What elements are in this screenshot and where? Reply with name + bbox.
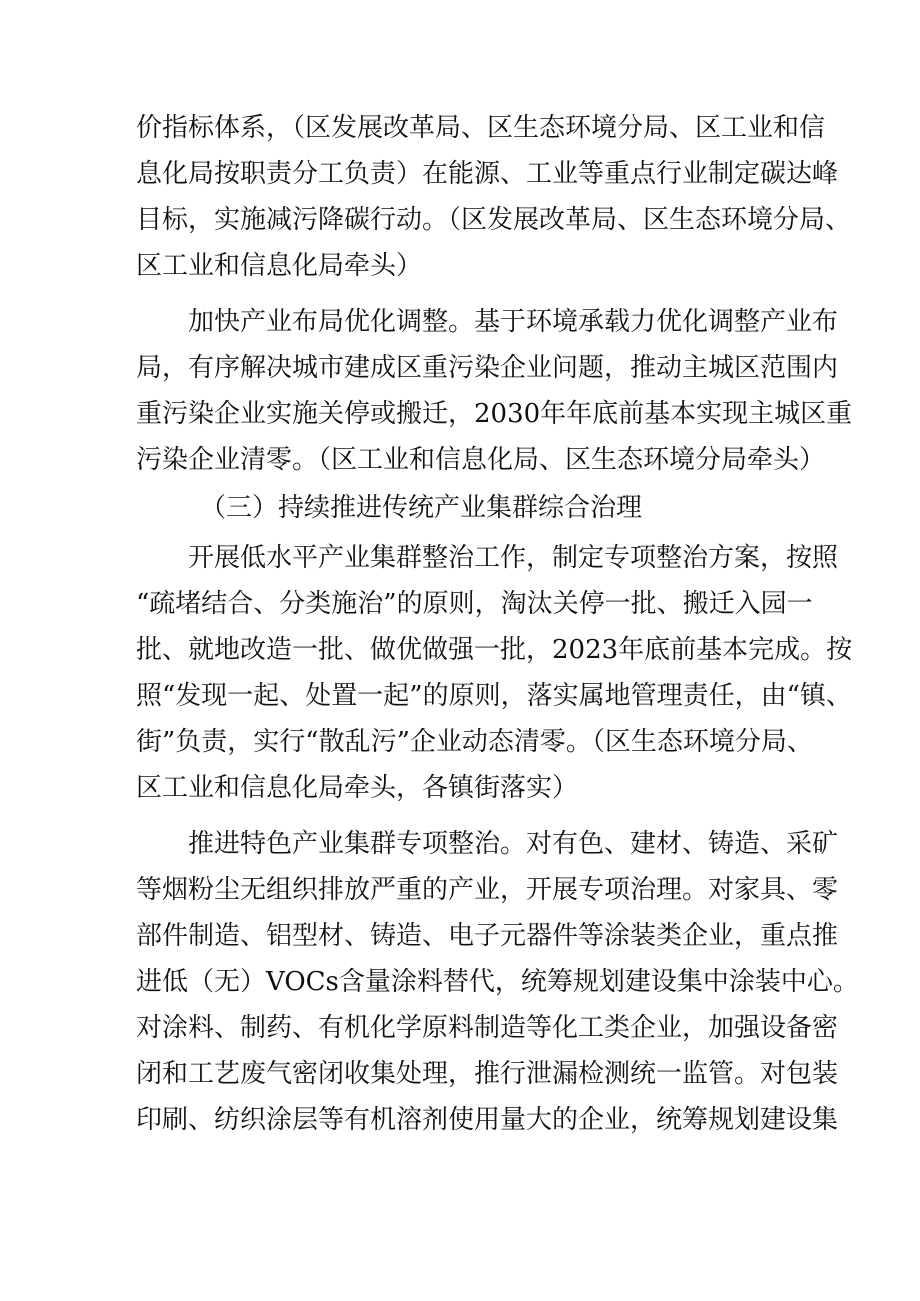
paragraph-3-line-1: 开展低水平产业集群整治工作，制定专项整治方案，按照 [188, 543, 839, 573]
paragraph-4-line-2: 等烟粉尘无组织排放严重的产业，开展专项治理。对家具、零 [136, 875, 839, 905]
section-heading: （三）持续推进传统产业集群综合治理 [200, 493, 643, 523]
paragraph-2-line-4: 污染企业清零。（区工业和信息化局、区生态环境分局牵头） [136, 445, 826, 475]
paragraph-1-line-4: 区工业和信息化局牵头） [136, 251, 423, 281]
paragraph-2-line-2: 局，有序解决城市建成区重污染企业问题，推动主城区范围内 [136, 353, 839, 383]
paragraph-3-line-2: “疏堵结合、分类施治”的原则，淘汰关停一批、搬迁入园一 [136, 589, 813, 619]
paragraph-4-line-4: 进低（无）VOCs含量涂料替代，统筹规划建设集中涂装中心。 [136, 967, 859, 997]
paragraph-4-line-5: 对涂料、制药、有机化学原料制造等化工类企业，加强设备密 [136, 1013, 839, 1043]
paragraph-3-line-5: 街”负责，实行“散乱污”企业动态清零。（区生态环境分局、 [136, 727, 813, 757]
paragraph-4-line-1: 推进特色产业集群专项整治。对有色、建材、铸造、采矿 [188, 829, 839, 859]
paragraph-4-line-7: 印刷、纺织涂层等有机溶剂使用量大的企业，统筹规划建设集 [136, 1105, 839, 1135]
paragraph-3-line-3: 批、就地改造一批、做优做强一批，2023年底前基本完成。按 [136, 635, 853, 665]
paragraph-2-line-1: 加快产业布局优化调整。基于环境承载力优化调整产业布 [188, 307, 839, 337]
paragraph-4-line-6: 闭和工艺废气密闭收集处理，推行泄漏检测统一监管。对包装 [136, 1059, 839, 1089]
paragraph-1-line-3: 目标，实施减污降碳行动。（区发展改革局、区生态环境分局、 [136, 205, 852, 235]
paragraph-2-line-3: 重污染企业实施关停或搬迁，2030年年底前基本实现主城区重 [136, 399, 853, 429]
paragraph-1-line-2: 息化局按职责分工负责）在能源、工业等重点行业制定碳达峰 [136, 159, 839, 189]
paragraph-4-line-3: 部件制造、铝型材、铸造、电子元器件等涂装类企业，重点推 [136, 921, 839, 951]
paragraph-3-line-6: 区工业和信息化局牵头，各镇街落实） [136, 773, 579, 803]
paragraph-1-line-1: 价指标体系，（区发展改革局、区生态环境分局、区工业和信 [136, 113, 826, 143]
paragraph-3-line-4: 照“发现一起、处置一起”的原则，落实属地管理责任，由“镇、 [136, 681, 852, 711]
